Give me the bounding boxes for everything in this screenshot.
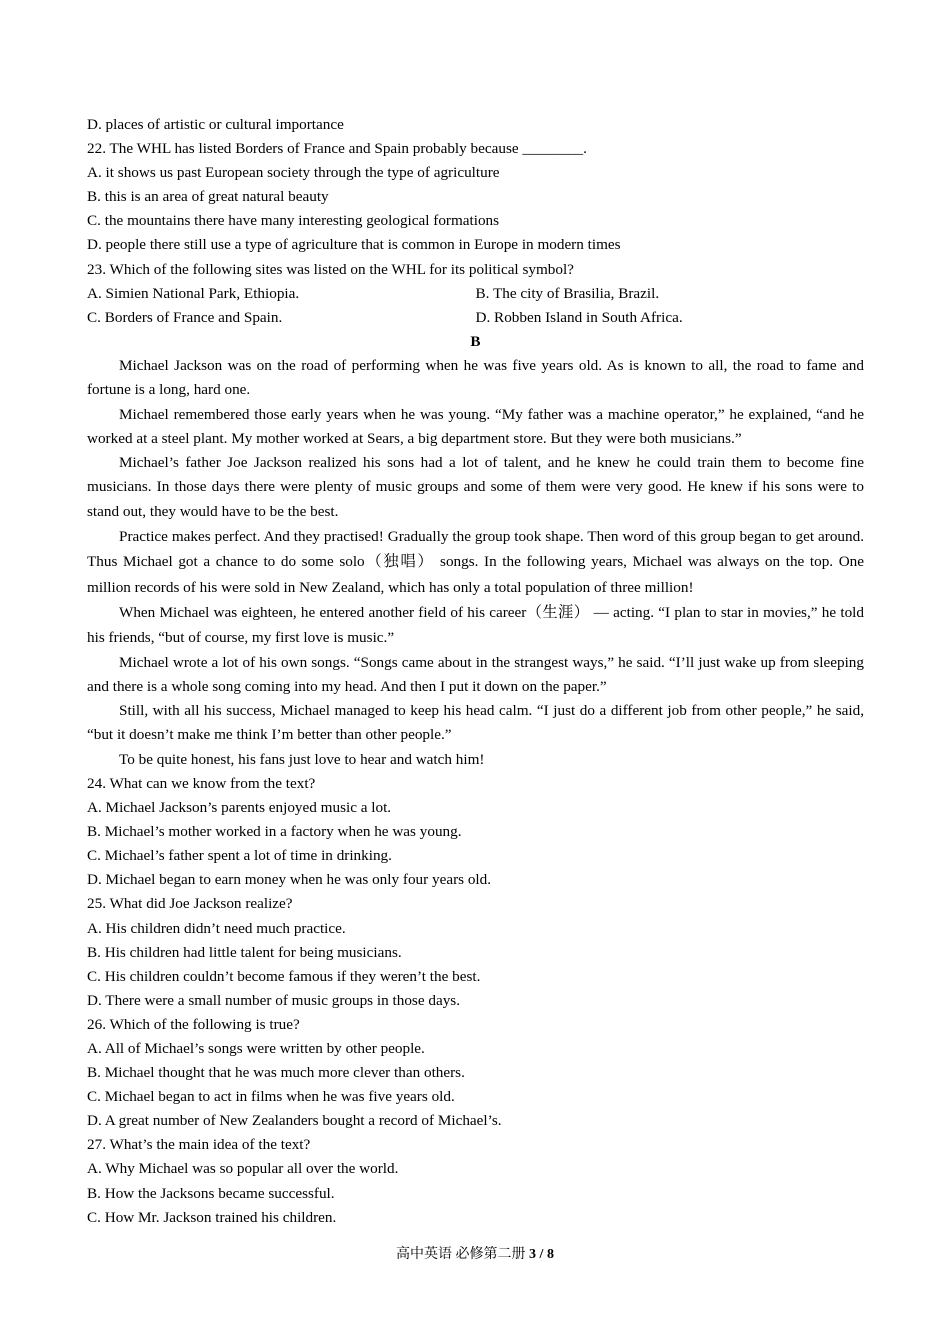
option-line: C. Michael’s father spent a lot of time in drinking. — [87, 847, 392, 865]
option-line: B. this is an area of great natural beauty — [87, 188, 329, 206]
option-line: B. How the Jacksons became successful. — [87, 1184, 335, 1202]
footer-course: 高中英语 必修第二册 — [396, 1247, 526, 1262]
paragraph: Practice makes perfect. And they practised! Gradually the group took shape. Then word of this group began to get around. Thus Michael got a chance to do some solo（独唱） songs. In the following years, Michael was always on the top. One million records of his were sold in New Zealand, which has only a total population of three million! — [87, 528, 864, 596]
page-number: 3 — [529, 1247, 537, 1262]
option-line: A. Why Michael was so popular all over the world. — [87, 1160, 399, 1178]
option-line: D. There were a small number of music groups in those days. — [87, 991, 460, 1009]
option-line: C. How Mr. Jackson trained his children. — [87, 1208, 337, 1226]
paragraph: Still, with all his success, Michael managed to keep his head calm. “I just do a different job from other people,” he said, “but it doesn’t make me think I’m better than other people.” — [87, 702, 864, 744]
question-27: 27. What’s the main idea of the text? — [87, 1136, 311, 1154]
section-title: B — [470, 332, 481, 350]
question-26: 26. Which of the following is true? — [87, 1015, 300, 1033]
page-total: 8 — [546, 1247, 554, 1262]
document-page — [87, 113, 864, 1230]
paragraph: Michael’s father Joe Jackson realized his sons had a lot of talent, and he knew he could train them to become fine musicians. In those days there were plenty of music groups and some of them were very good. He knew if his sons were to stand out, they would have to be the best. — [87, 454, 864, 520]
option-b: B. The city of Brasilia, Brazil. — [475, 284, 660, 302]
preceding-questions — [87, 113, 864, 330]
question-22: 22. The WHL has listed Borders of France and Spain probably because ________. — [87, 140, 587, 158]
text-line: D. places of artistic or cultural importance — [87, 116, 344, 133]
option-line: B. His children had little talent for being musicians. — [87, 943, 402, 961]
paragraph: Michael Jackson was on the road of performing when he was five years old. As is known to all, the road to fame and fortune is a long, hard one. — [87, 356, 864, 399]
option-d: D. Robben Island in South Africa. — [475, 308, 683, 326]
paragraph: Michael wrote a lot of his own songs. “Songs came about in the strangest ways,” he said. “I’ll just wake up from sleeping and there is a whole song coming into my head. And then I put it down on the paper.” — [87, 653, 864, 695]
reading-passage — [87, 354, 864, 772]
option-line: A. All of Michael’s songs were written by other people. — [87, 1040, 425, 1058]
option-line: D. people there still use a type of agriculture that is common in Europe in modern times — [87, 236, 621, 254]
question-23: 23. Which of the following sites was listed on the WHL for its political symbol? — [87, 260, 574, 278]
option-line: B. Michael thought that he was much more clever than others. — [87, 1064, 465, 1082]
option-line: D. A great number of New Zealanders bought a record of Michael’s. — [87, 1112, 502, 1130]
option-line: A. Michael Jackson’s parents enjoyed music a lot. — [87, 799, 392, 817]
option-c: C. Borders of France and Spain. — [87, 308, 283, 326]
page-separator: / — [539, 1247, 544, 1262]
page-footer — [0, 1245, 950, 1265]
option-line: C. Michael began to act in films when he was five years old. — [87, 1088, 455, 1106]
paragraph: When Michael was eighteen, he entered another field of his career（生涯） — acting. “I plan to star in movies,” he told his friends, “but of course, my first love is music.” — [87, 603, 864, 647]
q23-options-row-2 — [87, 306, 864, 330]
option-line: A. it shows us past European society through the type of agriculture — [87, 164, 500, 182]
option-line: B. Michael’s mother worked in a factory when he was young. — [87, 823, 462, 841]
paragraph: Michael remembered those early years when he was young. “My father was a machine operator,” he explained, “and he worked at a steel plant. My mother worked at Sears, a big department store. But they were both musicians.” — [87, 405, 864, 447]
option-line: C. the mountains there have many interesting geological formations — [87, 212, 500, 230]
option-line: D. Michael began to earn money when he was only four years old. — [87, 871, 492, 889]
question-24: 24. What can we know from the text? — [87, 774, 316, 792]
option-a: A. Simien National Park, Ethiopia. — [87, 284, 300, 302]
q23-options-row-1 — [87, 282, 864, 306]
option-line: C. His children couldn’t become famous if they weren’t the best. — [87, 967, 481, 985]
option-line: A. His children didn’t need much practice. — [87, 919, 346, 937]
questions — [87, 772, 864, 1230]
paragraph: To be quite honest, his fans just love to hear and watch him! — [119, 750, 485, 768]
question-25: 25. What did Joe Jackson realize? — [87, 895, 293, 913]
